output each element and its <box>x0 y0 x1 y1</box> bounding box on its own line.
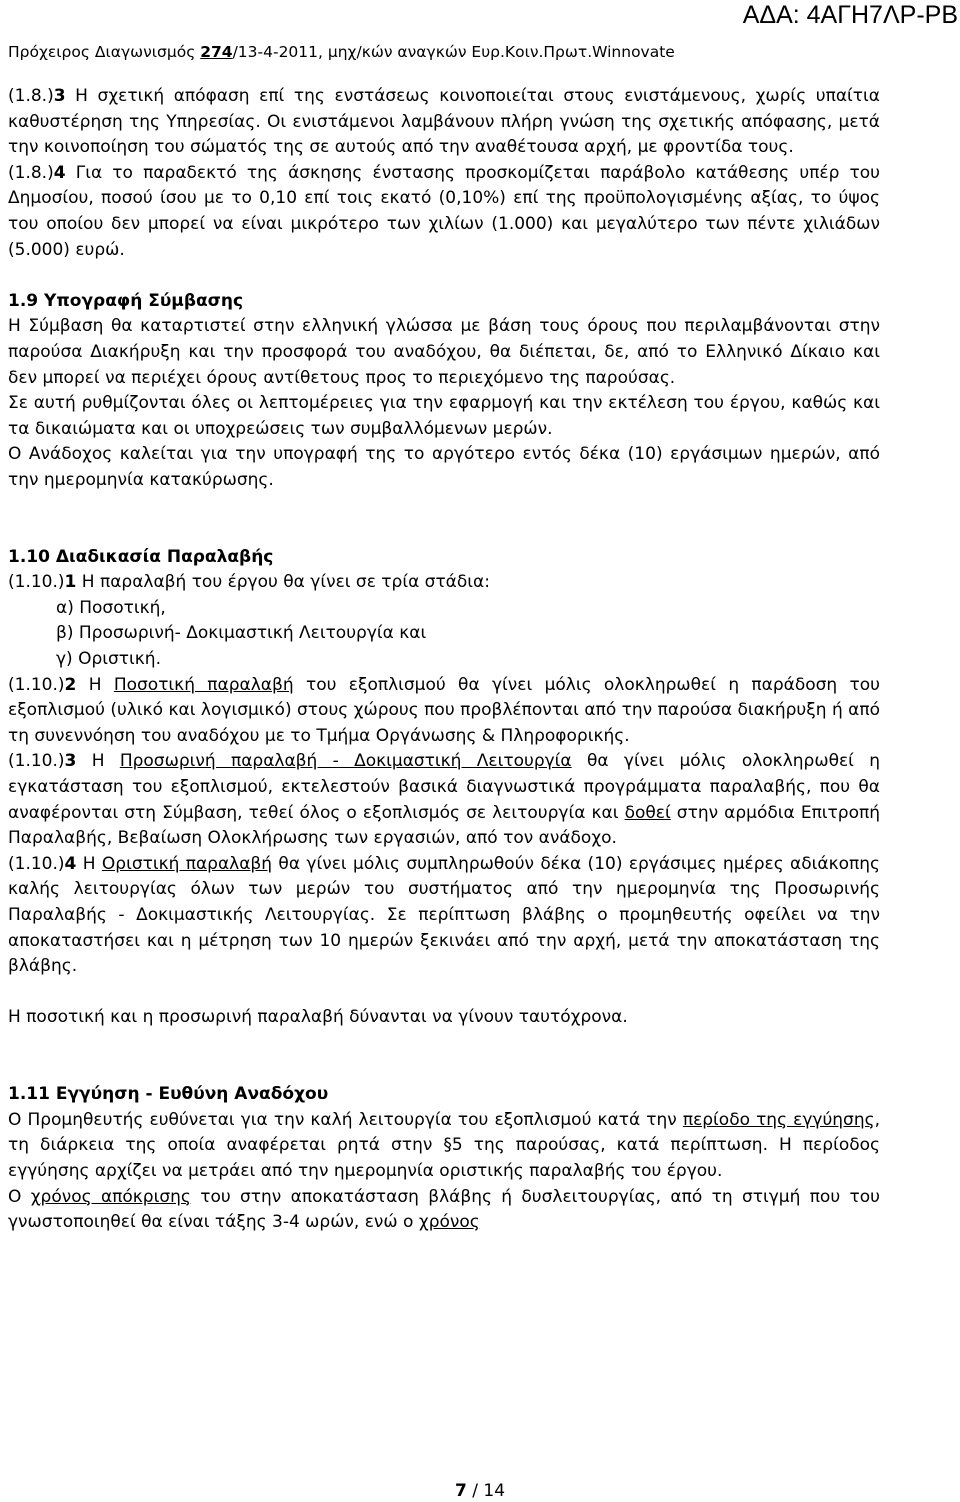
clause-number-bold: 3 <box>64 751 77 772</box>
ada-code: ΑΔΑ: 4ΑΓΗ7ΛΡ-ΡΒ <box>742 1 958 29</box>
clause-text: , τη διάρκεια της οποία αναφέρεται ρητά στην §5 της παρούσας, κατά περίπτωση. Η περίοδος εγγύησης αρχίζει να μετράει από την ημερομηνία οριστικής παραλαβής του έργου. <box>8 1109 880 1181</box>
document-body <box>8 84 880 1236</box>
underlined-term: δοθεί <box>624 802 671 823</box>
clause-number-bold: 2 <box>64 674 77 695</box>
clause-text: θα γίνει μόλις ολοκληρωθεί η εγκατάσταση του εξοπλισμού, εκτελεστούν βασικά διαγνωστικά προγράμματα παραλαβής, που θα αναφέρονται στη Σύμβαση, τεθεί όλος ο εξοπλισμός σε λειτουργία και <box>8 751 881 823</box>
document-header <box>8 42 675 62</box>
clause-text: του στην αποκατάσταση βλάβης ή δυσλειτουργίας, από τη στιγμή που του γνωστοποιηθεί θα είναι τάξης 3-4 ωρών, ενώ ο <box>8 1186 880 1233</box>
heading-1-11: 1.11 Εγγύηση - Ευθύνη Αναδόχου <box>8 1084 329 1105</box>
stage-a: α) Ποσοτική, <box>56 597 166 618</box>
clause-number-bold: 3 <box>53 86 66 106</box>
clause-text: Ο <box>8 1186 31 1207</box>
page-total: 14 <box>483 1481 506 1501</box>
paragraph-1-8-4 <box>8 161 880 263</box>
clause-number: (1.10.) <box>8 674 65 695</box>
underlined-term: Ποσοτική παραλαβή <box>113 674 294 695</box>
heading-1-9: 1.9 Υπογραφή Σύμβασης <box>8 290 244 311</box>
page-footer <box>0 1480 960 1502</box>
clause-text: Η <box>76 751 120 772</box>
paragraph-1-11-1 <box>8 1108 880 1185</box>
paragraph-1-9-3: Ο Ανάδοχος καλείται για την υπογραφή της το αργότερο εντός δέκα (10) εργάσιμων ημερών, από την ημερομηνία κατακύρωσης. <box>8 444 880 490</box>
stage-b: β) Προσωρινή- Δοκιμαστική Λειτουργία και <box>56 623 427 644</box>
underlined-term: χρόνος απόκρισης <box>30 1186 191 1207</box>
clause-text: Η παραλαβή του έργου θα γίνει σε τρία στάδια: <box>76 572 490 593</box>
underlined-term: περίοδο της εγγύησης <box>682 1109 875 1130</box>
clause-text: στην αρμόδια Επιτροπή Παραλαβής, Βεβαίωση Ολοκλήρωσης των εργασιών, από τον ανάδοχο. <box>8 802 880 849</box>
paragraph-1-9-2: Σε αυτή ρυθμίζονται όλες οι λεπτομέρειες για την εφαρμογή και την εκτέλεση του έργου, καθώς και τα δικαιώματα και οι υποχρεώσεις των συμβαλλόμενων μερών. <box>8 393 880 439</box>
paragraph-1-10-1 <box>8 570 880 596</box>
paragraph-1-11-2 <box>8 1185 880 1236</box>
header-number: 274 <box>200 43 233 61</box>
clause-number-bold: 4 <box>53 162 66 183</box>
clause-number: (1.8.) <box>8 162 54 183</box>
clause-number: (1.8.) <box>8 86 54 106</box>
paragraph-1-8-3 <box>8 84 880 161</box>
clause-text: Για το παραδεκτό της άσκησης ένστασης προσκομίζεται παράβολο κατάθεσης υπέρ του Δημοσίου, ποσού ίσου με το 0,10 επί τοις εκατό (0,10%) επί της προϋπολογισμένης αξίας, το ύψος του οποίου δεν μπορεί να είναι μικρότερο των χιλίων (1.000) και μεγαλύτερο των πέντε χιλιάδων (5.000) ευρώ. <box>8 162 880 260</box>
paragraph-1-10-2 <box>8 673 880 750</box>
clause-number: (1.10.) <box>8 853 65 874</box>
clause-text: Η <box>76 853 102 874</box>
page-separator: / <box>466 1481 484 1501</box>
paragraph-1-10-5: Η ποσοτική και η προσωρινή παραλαβή δύνανται να γίνουν ταυτόχρονα. <box>8 1007 628 1028</box>
clause-number-bold: 1 <box>64 572 77 593</box>
clause-number: (1.10.) <box>8 572 65 593</box>
page-number: 7 <box>454 1481 467 1501</box>
paragraph-1-9-1: Η Σύμβαση θα καταρτιστεί στην ελληνική γλώσσα με βάση τους όρους που περιλαμβάνονται στην παρούσα Διακήρυξη και την προσφορά του αναδόχου, θα διέπεται, δε, από το Ελληνικό Δίκαιο και δεν μπορεί να περιέχει όρους αντίθετους προς το περιεχόμενο της παρούσας. <box>8 316 880 388</box>
clause-text: Η σχετική απόφαση επί της ενστάσεως κοινοποιείται στους ενιστάμενους, χωρίς υπαίτια καθυστέρηση της Υπηρεσίας. Οι ενιστάμενοι λαμβάνουν πλήρη γνώση της σχετικής απόφασης, μετά την κοινοποίηση του σώματός της σε αυτούς από την αναθέτουσα αρχή, με φροντίδα τους. <box>8 86 880 158</box>
heading-1-10: 1.10 Διαδικασία Παραλαβής <box>8 546 274 567</box>
stage-c: γ) Οριστική. <box>56 649 161 670</box>
clause-number-bold: 4 <box>64 853 77 874</box>
header-text-rest: /13-4-2011, μηχ/κών αναγκών Ευρ.Κοιν.Πρωτ.Winnovate <box>232 43 675 61</box>
paragraph-1-10-3 <box>8 749 880 851</box>
clause-number: (1.10.) <box>8 751 65 772</box>
header-text: Πρόχειρος Διαγωνισμός <box>8 43 201 61</box>
clause-text: του εξοπλισμού θα γίνει μόλις ολοκληρωθεί η παράδοση του εξοπλισμού (υλικό και λογισμικό) στους χώρους που προβλέπονται από την παρούσα διακήρυξη ή από τη συνεννόηση του αναδόχου με το Τμήμα Οργάνωσης & Πληροφορικής. <box>8 674 881 746</box>
clause-text: θα γίνει μόλις συμπληρωθούν δέκα (10) εργάσιμες ημέρες αδιάκοπης καλής λειτουργίας όλων των μερών του συστήματος από την ημερομηνία της Προσωρινής Παραλαβής - Δοκιμαστικής Λειτουργίας. Σε περίπτωση βλάβης ο προμηθευτής οφείλει να την αποκαταστήσει και η μέτρηση των 10 ημερών ξεκινάει από την αρχή, μετά την αποκατάσταση της βλάβης. <box>8 853 880 977</box>
clause-text: Η <box>76 674 114 695</box>
underlined-term: Οριστική παραλαβή <box>101 853 273 874</box>
underlined-term: χρόνος <box>418 1212 480 1233</box>
underlined-term: Προσωρινή παραλαβή - Δοκιμαστική Λειτουργία <box>119 751 572 772</box>
clause-text: Ο Προμηθευτής ευθύνεται για την καλή λειτουργία του εξοπλισμού κατά την <box>8 1109 683 1130</box>
paragraph-1-10-4 <box>8 852 880 980</box>
